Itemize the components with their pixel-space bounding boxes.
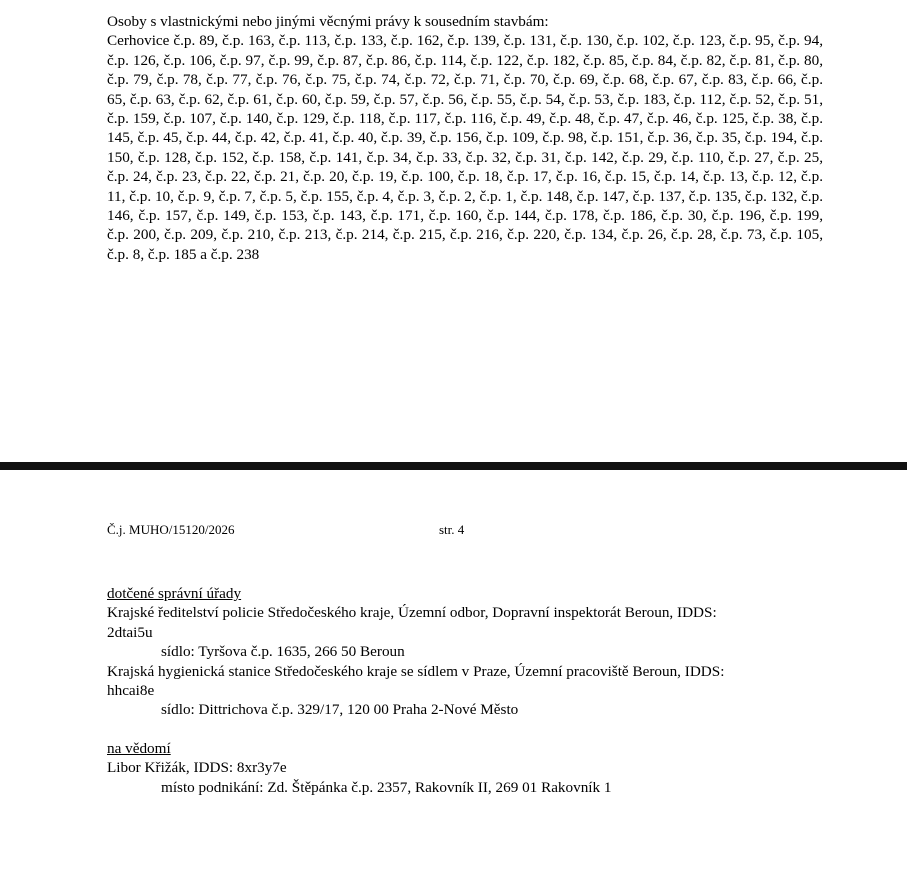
authority-2-address: sídlo: Dittrichova č.p. 329/17, 120 00 Praha 2-Nové Město: [161, 701, 519, 719]
recipient-address: místo podnikání: Zd. Štěpánka č.p. 2357, Rakovník II, 269 01 Rakovník 1: [161, 778, 612, 796]
authority-1-idds: 2dtai5u: [107, 623, 153, 641]
authority-1-name: Krajské ředitelství policie Středočeského kraje, Územní odbor, Dopravní inspektorát Beroun, IDDS:: [107, 604, 717, 622]
page-separator: [0, 462, 907, 470]
authority-1-address: sídlo: Tyršova č.p. 1635, 266 50 Beroun: [161, 643, 405, 661]
recipient-name: Libor Křižák, IDDS: 8xr3y7e: [107, 759, 287, 777]
authority-2-idds: hhcai8e: [107, 682, 155, 700]
page-number: str. 4: [439, 522, 465, 537]
document-page-bottom: [0, 470, 907, 873]
authority-2-name: Krajská hygienická stanice Středočeského kraje se sídlem v Praze, Územní pracoviště Beroun, IDDS:: [107, 662, 725, 680]
for-information-section: [107, 739, 827, 797]
house-numbers-list: Cerhovice č.p. 89, č.p. 163, č.p. 113, č.p. 133, č.p. 162, č.p. 139, č.p. 131, č.p. 130, č.p. 102, č.p. 123, č.p. 95, č.p. 94, č.p. 126, č.p. 106, č.p. 97, č.p. 99, č.p. 87, č.p. 86, č.p. 114, č.p. 122, č.p. 182, č.p. 85, č.p. 84, č.p. 82, č.p. 81, č.p. 80, č.p. 79, č.p. 78, č.p. 77, č.p. 76, č.p. 75, č.p. 74, č.p. 72, č.p. 71, č.p. 70, č.p. 69, č.p. 68, č.p. 67, č.p. 83, č.p. 66, č.p. 65, č.p. 63, č.p. 62, č.p. 61, č.p. 60, č.p. 59, č.p. 57, č.p. 56, č.p. 55, č.p. 54, č.p. 53, č.p. 183, č.p. 112, č.p. 52, č.p. 51, č.p. 159, č.p. 107, č.p. 140, č.p. 129, č.p. 118, č.p. 117, č.p. 116, č.p. 49, č.p. 48, č.p. 47, č.p. 46, č.p. 125, č.p. 38, č.p. 145, č.p. 45, č.p. 44, č.p. 42, č.p. 41, č.p. 40, č.p. 39, č.p. 156, č.p. 109, č.p. 98, č.p. 151, č.p. 36, č.p. 35, č.p. 194, č.p. 150, č.p. 128, č.p. 152, č.p. 158, č.p. 141, č.p. 34, č.p. 33, č.p. 32, č.p. 31, č.p. 142, č.p. 29, č.p. 110, č.p. 27, č.p. 25, č.p. 24, č.p. 23, č.p. 22, č.p. 21, č.p. 20, č.p. 19, č.p. 100, č.p. 18, č.p. 17, č.p. 16, č.p. 15, č.p. 14, č.p. 13, č.p. 12, č.p. 11, č.p. 10, č.p. 9, č.p. 7, č.p. 5, č.p. 155, č.p. 4, č.p. 3, č.p. 2, č.p. 1, č.p. 148, č.p. 147, č.p. 137, č.p. 135, č.p. 132, č.p. 146, č.p. 157, č.p. 149, č.p. 153, č.p. 143, č.p. 171, č.p. 160, č.p. 144, č.p. 178, č.p. 186, č.p. 30, č.p. 196, č.p. 199, č.p. 200, č.p. 209, č.p. 210, č.p. 213, č.p. 214, č.p. 215, č.p. 216, č.p. 220, č.p. 134, č.p. 26, č.p. 28, č.p. 73, č.p. 105, č.p. 8, č.p. 185 a č.p. 238: [107, 32, 823, 263]
neighbors-heading: Osoby s vlastnickými nebo jinými věcnými právy k sousedním stavbám:: [107, 13, 549, 30]
affected-authorities-section: [107, 584, 827, 720]
neighbors-section: [107, 12, 823, 264]
reference-number: Č.j. MUHO/15120/2026: [107, 522, 235, 537]
affected-authorities-title: dotčené správní úřady: [107, 585, 242, 602]
for-information-title: na vědomí: [107, 740, 171, 757]
